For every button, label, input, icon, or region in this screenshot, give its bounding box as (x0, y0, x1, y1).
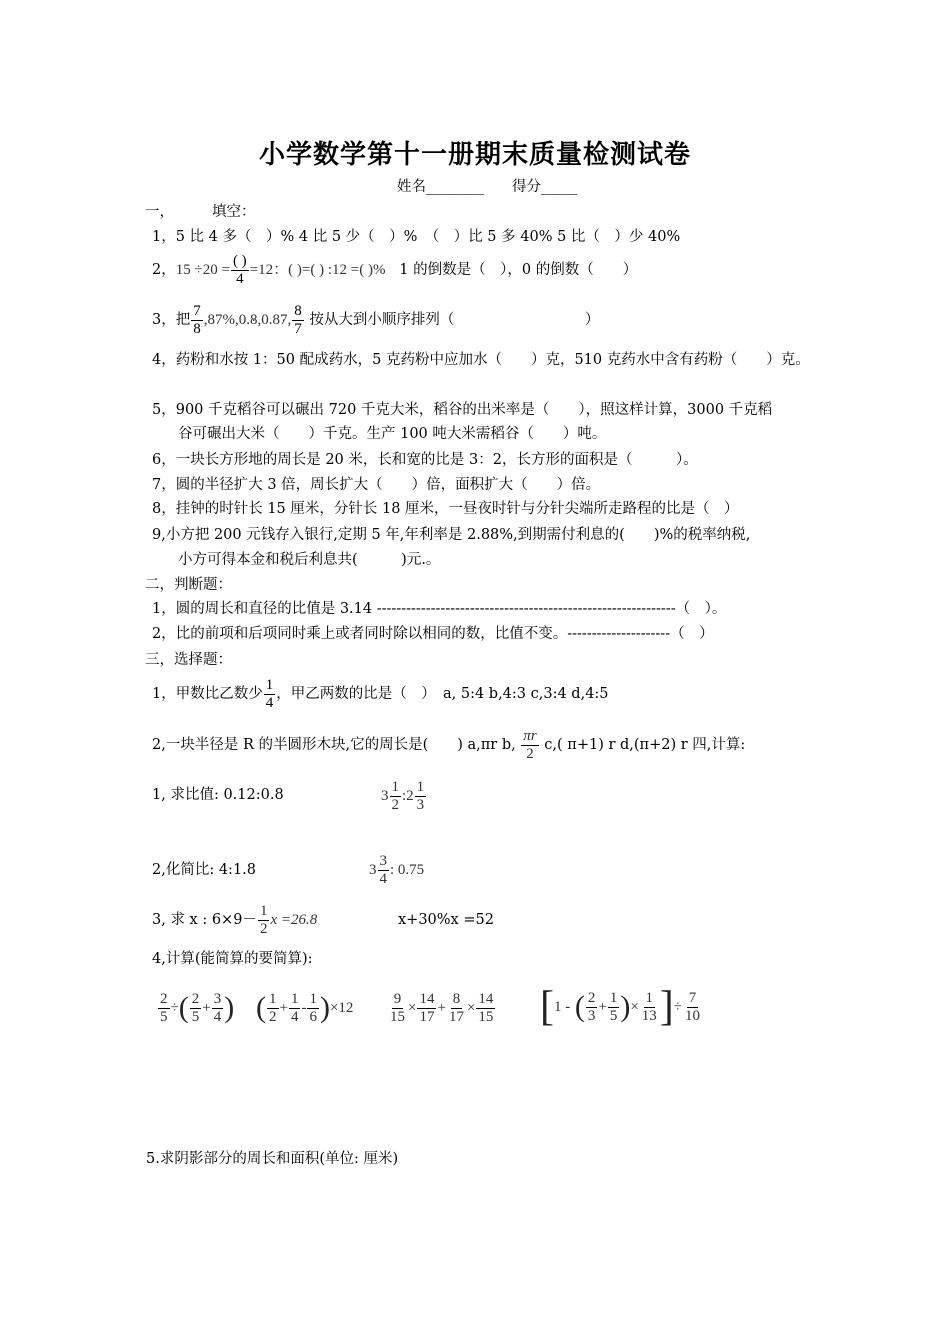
q2-tail: 1 的倒数是（ ），0 的倒数（ ） (399, 262, 638, 278)
q3-f2-num: 8 (294, 302, 302, 319)
c2-frac (378, 853, 390, 888)
e3-plus: + (437, 1000, 446, 1016)
q3-f1-den: 8 (193, 320, 201, 337)
e4-b-d: 5 (609, 1007, 618, 1024)
q3-1-num: 1 (265, 676, 274, 693)
e3-x2: × (466, 1000, 476, 1016)
e1-c-d: 4 (213, 1008, 222, 1025)
e2-c-d: 6 (309, 1008, 317, 1025)
c3-n: 1 (259, 902, 268, 919)
q3-2-den: 2 (526, 745, 534, 762)
q3-list-a: ,87%,0. (203, 312, 250, 328)
q2-expr-mid: =12：( )=( ) :12 =( )% (249, 262, 386, 278)
e4-c-d: 13 (641, 1007, 657, 1024)
e2-b-d: 4 (290, 1008, 299, 1025)
q2-frac-den: 4 (236, 270, 244, 287)
question-1-3 (152, 300, 599, 340)
e2-tail: ×12 (329, 1000, 354, 1016)
question-1-5-line1: 5，900 千克稻谷可以碾出 720 千克大米，稻谷的出米率是（ ），照这样计算，3000 千克稻 (152, 402, 773, 418)
q3-repeat-2: 7 · (280, 312, 288, 328)
section3-heading: 三，选择题： (145, 652, 232, 668)
e4-frac-b (608, 990, 620, 1025)
e2-frac-b (289, 991, 301, 1026)
e4-one: 1 - (554, 999, 571, 1015)
e3-frac-b (417, 991, 436, 1026)
q3-1-prefix: 1，甲数比乙数少 (152, 686, 263, 702)
q2-frac-num: ( ) (232, 252, 247, 269)
question-2-1: 1，圆的周长和直径的比值是 3.14 -------------------------------------------------------------（ ）。 (152, 601, 727, 617)
c3-d: 2 (259, 920, 268, 937)
question-1-1: 1，5 比 4 多（ ）% 4 比 5 少（ ）% （ ）比 5 多 40% 5 比（ ）少 40% (152, 229, 681, 245)
e3-frac-a (388, 991, 407, 1026)
e3-frac-c (447, 991, 466, 1026)
question-1-6: 6，一块长方形地的周长是 20 米，长和宽的比是 3：2，长方形的面积是（ ）。 (152, 452, 698, 468)
section1-number: 一， (145, 204, 174, 220)
e2-a-n: 1 (269, 990, 277, 1007)
section2-heading: 二，判断题： (145, 577, 232, 593)
e2-a-d: 2 (269, 1008, 277, 1025)
e2-c-n: 1 (309, 990, 317, 1007)
c1-whole-2: 2 (406, 788, 414, 804)
c2-whole: 3 (369, 862, 377, 878)
calc-4-expr-1: $\frac{2}{5}$ ÷( $\frac{2}{5}$ + $\frac{3}{4}$ ) (160, 990, 235, 1025)
calc-2-expr (369, 850, 424, 890)
page-title: 小学数学第十一册期末质量检测试卷 (258, 140, 691, 170)
q3-2-num: πr (523, 727, 537, 744)
q3-f2-den: 7 (294, 320, 302, 337)
c1-d1: 2 (391, 796, 399, 813)
q3-2-prefix: 2,一块半径是 R 的半圆形木块,它的周长是( ) a,πr b, (152, 737, 516, 753)
c1-frac-2 (415, 779, 427, 814)
calc-4-expr-2: ( $\frac{1}{2}$ + $\frac{1}{4}$ - $\frac{1}{6}$ )×12 (256, 990, 354, 1025)
e1-op: ÷ (170, 1000, 179, 1016)
e4-x: × (630, 999, 639, 1015)
e3-d-n: 14 (478, 990, 494, 1007)
e3-x1: × (408, 1000, 417, 1016)
calc-4-expr-4: [1 - ( $\frac{2}{3}$ + $\frac{1}{5}$ )× $\frac{1}{13}$ ]÷ $\frac{7}{10}$ (540, 984, 701, 1030)
e1-plus: + (202, 1000, 211, 1016)
e1-frac-a (158, 991, 170, 1026)
e1-frac-c (212, 991, 224, 1026)
q3-list-b: ,0.8 (257, 312, 280, 328)
c1-sep: : (402, 788, 407, 804)
c1-whole-1: 3 (381, 788, 389, 804)
calc-4-label: 4,计算(能简算的要简算): (152, 951, 313, 967)
q3-fraction-2 (292, 303, 304, 338)
e4-frac-d (683, 990, 702, 1025)
e4-frac-c (640, 990, 659, 1025)
e1-a-d: 5 (160, 1008, 168, 1025)
e3-a-d: 15 (390, 1008, 405, 1025)
c2-d1: 4 (379, 870, 387, 887)
q3-comma: , (287, 312, 292, 328)
c1-n1: 1 (391, 778, 399, 795)
q3-repeat-1: 8 · (250, 312, 258, 328)
q3-prefix: 3，把 (152, 312, 191, 328)
q3-2-fraction (521, 728, 538, 763)
calc-1-label: 1, 求比值: 0.12:0.8 (152, 787, 284, 803)
e4-b-n: 1 (609, 989, 618, 1006)
question-1-8: 8，挂钟的时针长 15 厘米，分针长 18 厘米，一昼夜时针与分针尖端所走路程的比是（ ） (152, 501, 739, 517)
q3-tail: 按从大到小顺序排列（ ） (309, 312, 600, 328)
e3-a-n: 9 (393, 990, 402, 1007)
question-1-4: 4，药粉和水按 1：50 配成药水，5 克药粉中应加水（ ）克，510 克药水中含有药粉（ ）克。 (152, 352, 810, 368)
e4-plus: + (598, 999, 607, 1015)
c1-n2: 1 (416, 778, 425, 795)
question-1-7: 7，圆的半径扩大 3 倍，周长扩大（ ）倍，面积扩大（ ）倍。 (152, 477, 601, 493)
e1-a-n: 2 (160, 990, 168, 1007)
e4-a-n: 2 (587, 989, 596, 1006)
c1-d2: 3 (416, 796, 425, 813)
q2-fraction (231, 253, 249, 288)
c3-tail: x =26.8 (270, 912, 318, 928)
e3-c-n: 8 (452, 990, 461, 1007)
question-1-9-line1: 9,小方把 200 元钱存入银行,定期 5 年,年利率是 2.88%,到期需付利息的( )%的税率纳税, (152, 527, 751, 543)
calc-3 (152, 900, 317, 940)
e2-b-n: 1 (290, 990, 299, 1007)
q2-expr-start: 15 ÷20 = (175, 262, 230, 278)
question-1-9-line2: 小方可得本金和税后利息共( )元.。 (178, 552, 441, 568)
score-field[interactable]: 得分_____ (512, 179, 578, 195)
e4-div: ÷ (673, 999, 683, 1015)
calc-4-expr-3 (387, 987, 496, 1029)
e4-c-n: 1 (645, 989, 654, 1006)
e2-minus: - (301, 1000, 307, 1016)
c1-frac-1 (390, 779, 402, 814)
question-1-2 (152, 250, 637, 290)
question-2-2: 2，比的前项和后项同时乘上或者同时除以相同的数，比值不变。---------------------（ ） (152, 626, 714, 642)
e4-a-d: 3 (587, 1007, 596, 1024)
name-field[interactable]: 姓名________ (397, 179, 484, 195)
c3-frac (258, 903, 270, 938)
e1-frac-b (190, 991, 202, 1026)
e1-b-d: 5 (191, 1008, 200, 1025)
e3-b-n: 14 (419, 990, 435, 1007)
calc-5-label: 5.求阴影部分的周长和面积(单位: 厘米) (146, 1151, 399, 1167)
e1-b-n: 2 (191, 990, 200, 1007)
e2-plus: + (279, 1000, 288, 1016)
e4-d-n: 7 (688, 989, 697, 1006)
e1-c-n: 3 (213, 990, 222, 1007)
q3-2-tail: c,( π+1) r d,(π+2) r 四,计算: (544, 737, 746, 753)
e4-frac-a (586, 990, 598, 1025)
q3-f1-num: 7 (193, 302, 201, 319)
e3-b-d: 17 (419, 1008, 435, 1025)
c3-label: 3, 求 x : 6×9－ (152, 912, 257, 928)
calc-2-label: 2,化简比: 4:1.8 (152, 862, 256, 878)
q3-1-tail: ，甲乙两数的比是（ ） a, 5:4 b,4:3 c,3:4 d,4:5 (276, 686, 609, 702)
question-3-1 (152, 674, 609, 714)
e2-frac-a (267, 991, 279, 1026)
e3-c-d: 17 (448, 1008, 464, 1025)
question-1-5-line2: 谷可碾出大米（ ）千克。生产 100 吨大米需稻谷（ ）吨。 (178, 426, 607, 442)
question-3-2 (152, 725, 745, 765)
c2-n1: 3 (379, 852, 387, 869)
section1-heading: 填空： (212, 204, 256, 220)
q3-1-fraction (264, 677, 276, 712)
c2-tail: : 0.75 (390, 862, 425, 878)
e4-d-d: 10 (685, 1007, 701, 1024)
q3-fraction-1 (191, 303, 203, 338)
e2-frac-c (307, 991, 319, 1026)
e3-frac-d (476, 991, 495, 1026)
calc-1-expr (381, 776, 427, 816)
calc-3-right: x+30%x =52 (398, 912, 494, 928)
q2-prefix: 2， (152, 262, 176, 278)
e3-d-d: 15 (478, 1008, 494, 1025)
q3-1-den: 4 (265, 694, 274, 711)
